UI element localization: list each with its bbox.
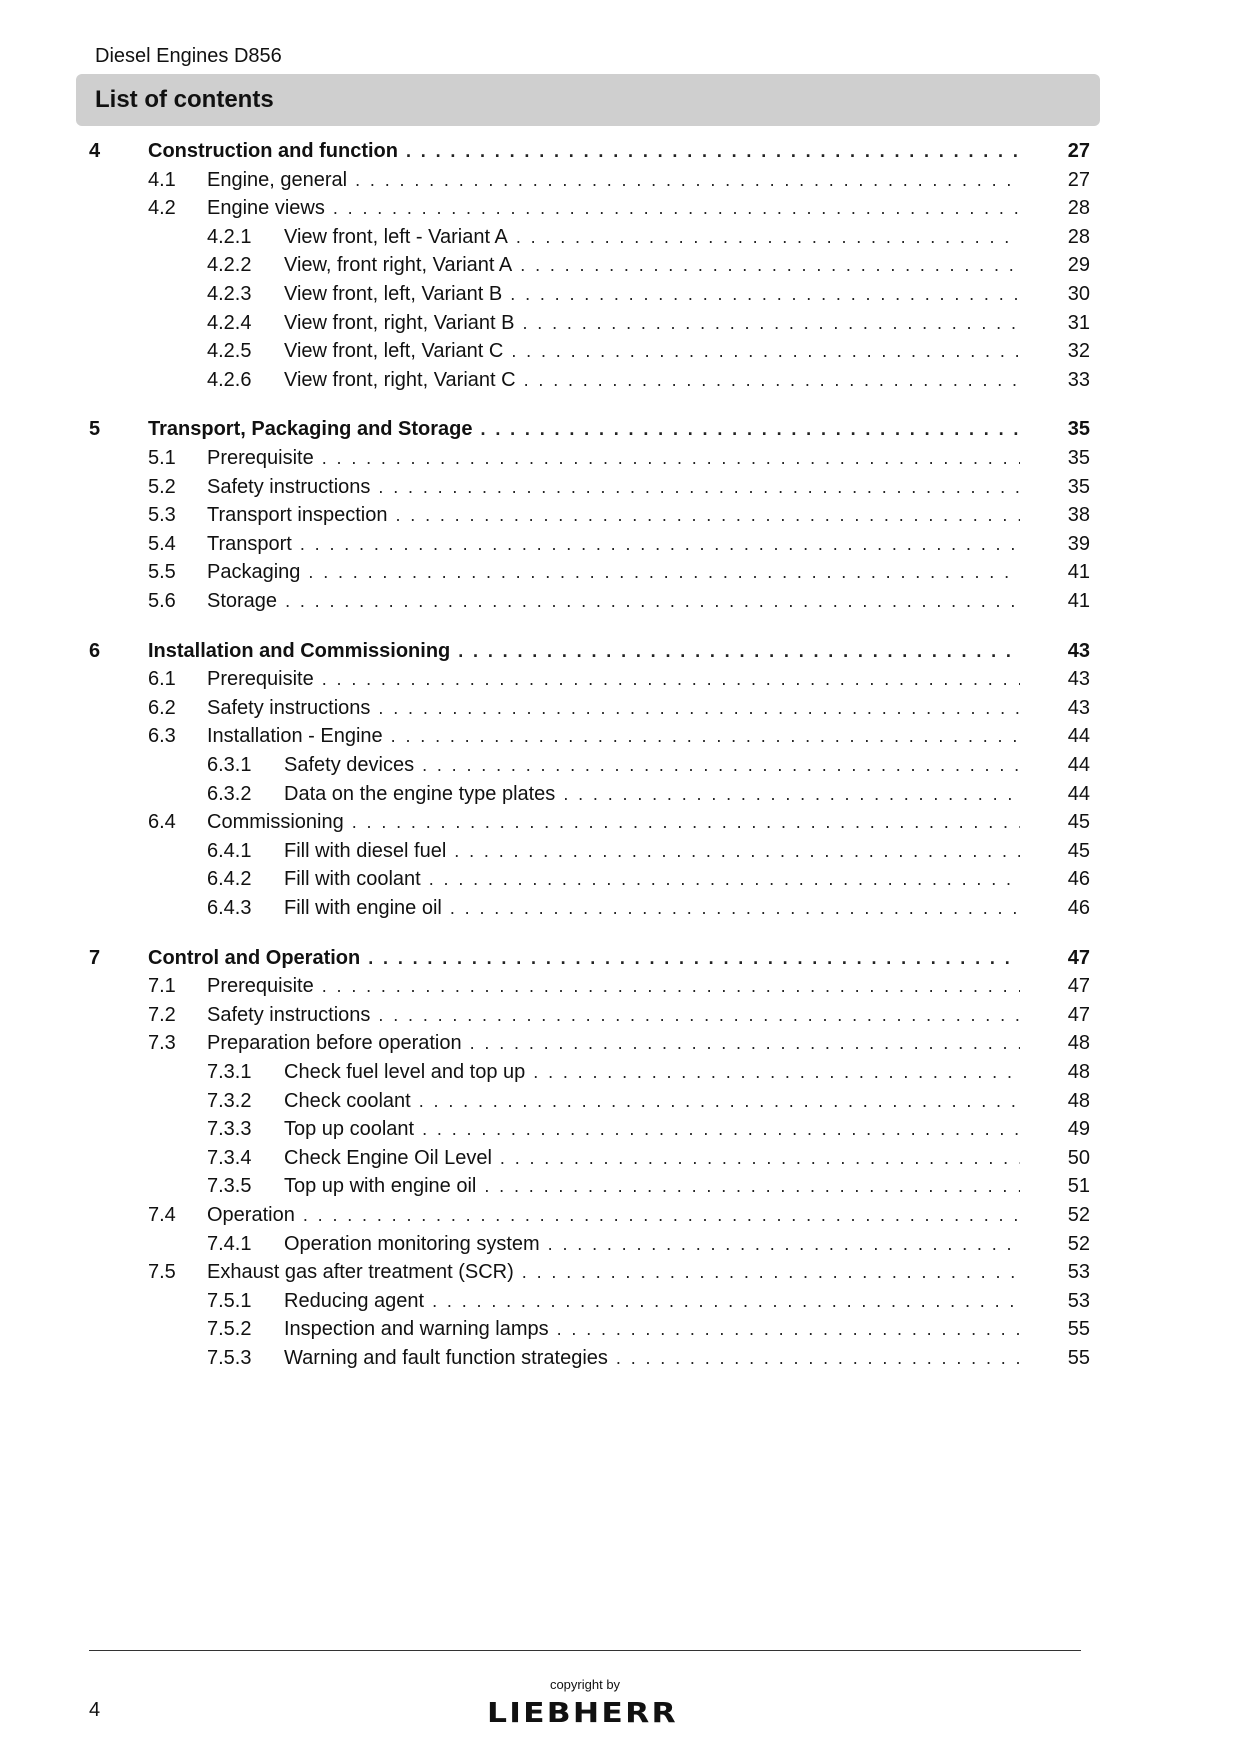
toc-entry[interactable] <box>0 1315 1241 1343</box>
toc-entry[interactable] <box>0 1344 1241 1372</box>
toc-entry-title: Preparation before operation <box>207 1032 462 1054</box>
toc-entry-page: 27 <box>1067 169 1090 191</box>
toc-entry-title: Inspection and warning lamps <box>284 1318 549 1340</box>
toc-entry-number: 5.5 <box>148 561 176 583</box>
toc-entry-title: Warning and fault function strategies <box>284 1347 608 1369</box>
toc-entry-title: Engine views <box>207 197 325 219</box>
dot-leader <box>395 501 1020 529</box>
toc-entry[interactable] <box>0 780 1241 808</box>
toc-entry-page: 31 <box>1067 312 1090 334</box>
toc-entry-page: 35 <box>1067 447 1090 469</box>
toc-entry[interactable] <box>0 1230 1241 1258</box>
toc-entry-number: 4.2.6 <box>207 369 252 391</box>
dot-leader <box>484 1172 1020 1200</box>
toc-entry-title: View, front right, Variant A <box>284 254 513 276</box>
toc-entry-number: 7.3.5 <box>207 1175 252 1197</box>
toc-entry[interactable] <box>0 865 1241 893</box>
dot-leader <box>510 280 1020 308</box>
toc-entry-number: 7.3.4 <box>207 1147 252 1169</box>
dot-leader <box>352 808 1020 836</box>
toc-entry-page: 52 <box>1067 1233 1090 1255</box>
toc-entry-title-line <box>207 587 1020 615</box>
toc-entry[interactable] <box>0 530 1241 558</box>
toc-entry-page: 44 <box>1067 783 1090 805</box>
toc-entry-number: 6.4.2 <box>207 868 252 890</box>
toc-entry-title-line <box>284 1230 1020 1258</box>
toc-entry-number: 7.5.2 <box>207 1318 252 1340</box>
toc-entry[interactable] <box>0 194 1241 222</box>
dot-leader <box>303 1201 1020 1229</box>
toc-entry-page: 47 <box>1067 975 1090 997</box>
dot-leader <box>458 637 1020 665</box>
dot-leader <box>422 751 1020 779</box>
dot-leader <box>500 1144 1020 1172</box>
toc-entry-title-line <box>207 1001 1020 1029</box>
toc-entry-title-line <box>207 1029 1020 1057</box>
dot-leader <box>548 1230 1020 1258</box>
toc-entry-title-line <box>207 694 1020 722</box>
toc-entry-number: 7.1 <box>148 975 176 997</box>
dot-leader <box>616 1344 1020 1372</box>
toc-entry-title: Safety instructions <box>207 697 371 719</box>
toc-entry[interactable] <box>0 337 1241 365</box>
toc-entry-page: 48 <box>1067 1032 1090 1054</box>
toc-entry-page: 45 <box>1067 840 1090 862</box>
toc-entry[interactable] <box>0 1172 1241 1200</box>
dot-leader <box>516 223 1020 251</box>
dot-leader <box>422 1115 1020 1143</box>
toc-entry[interactable] <box>0 280 1241 308</box>
copyright-text: copyright by <box>549 1677 621 1692</box>
toc-entry[interactable] <box>0 1258 1241 1286</box>
toc-entry-page: 43 <box>1067 640 1090 662</box>
toc-entry-page: 27 <box>1067 140 1090 162</box>
toc-entry-title-line <box>207 972 1020 1000</box>
dot-leader <box>322 972 1020 1000</box>
toc-entry-page: 45 <box>1067 811 1090 833</box>
toc-entry[interactable] <box>0 894 1241 922</box>
toc-entry[interactable] <box>0 808 1241 836</box>
toc-entry-title: Safety instructions <box>207 476 371 498</box>
toc-entry-page: 43 <box>1067 697 1090 719</box>
toc-entry-number: 5 <box>89 418 101 440</box>
dot-leader <box>470 1029 1020 1057</box>
toc-entry-page: 28 <box>1067 197 1090 219</box>
toc-entry-title-line <box>284 223 1020 251</box>
toc-entry-title-line <box>284 1144 1020 1172</box>
toc-entry-title: Top up with engine oil <box>284 1175 477 1197</box>
toc-entry-page: 35 <box>1067 418 1090 440</box>
toc-entry-number: 7.4.1 <box>207 1233 252 1255</box>
toc-entry-title: Safety devices <box>284 754 415 776</box>
toc-entry-title: Safety instructions <box>207 1004 371 1026</box>
dot-leader <box>322 444 1020 472</box>
toc-entry[interactable] <box>0 587 1241 615</box>
toc-entry-title: Prerequisite <box>207 447 314 469</box>
toc-entry-page: 55 <box>1067 1318 1090 1340</box>
toc-entry-page: 41 <box>1067 561 1090 583</box>
toc-entry-title-line <box>148 415 1020 443</box>
toc-entry[interactable] <box>0 1115 1241 1143</box>
toc-entry-title: Operation <box>207 1204 295 1226</box>
page-number: 4 <box>89 1699 101 1721</box>
toc-entry-title: Engine, general <box>207 169 348 191</box>
toc-entry-title-line <box>284 1172 1020 1200</box>
toc-entry[interactable] <box>0 665 1241 693</box>
toc-entry-title-line <box>207 722 1020 750</box>
toc-entry-title-line <box>284 1287 1020 1315</box>
toc-entry-number: 7.3.2 <box>207 1090 252 1112</box>
toc-entry-number: 7.3 <box>148 1032 176 1054</box>
toc-entry-title: Installation - Engine <box>207 725 383 747</box>
toc-entry-title: View front, right, Variant C <box>284 369 516 391</box>
dot-leader <box>368 944 1020 972</box>
toc-entry-number: 4.2.5 <box>207 340 252 362</box>
toc-entry[interactable] <box>0 166 1241 194</box>
document-title: Diesel Engines D856 <box>95 45 282 67</box>
toc-entry-title-line <box>207 473 1020 501</box>
toc-entry-page: 53 <box>1067 1290 1090 1312</box>
toc-entry-title: Fill with coolant <box>284 868 421 890</box>
toc-entry-title: Commissioning <box>207 811 344 833</box>
dot-leader <box>520 251 1020 279</box>
dot-leader <box>322 665 1020 693</box>
toc-entry-page: 50 <box>1067 1147 1090 1169</box>
dot-leader <box>481 415 1020 443</box>
toc-entry-page: 52 <box>1067 1204 1090 1226</box>
toc-entry[interactable] <box>0 1029 1241 1057</box>
toc-entry[interactable] <box>0 1058 1241 1086</box>
toc-entry-title: Top up coolant <box>284 1118 415 1140</box>
toc-entry-title-line <box>207 194 1020 222</box>
toc-entry-title-line <box>284 837 1020 865</box>
toc-entry-page: 44 <box>1067 754 1090 776</box>
toc-entry-title: Transport inspection <box>207 504 388 526</box>
dot-leader <box>511 337 1020 365</box>
section-header-title: List of contents <box>95 86 274 113</box>
toc-entry[interactable] <box>0 637 1241 665</box>
toc-entry[interactable] <box>0 501 1241 529</box>
toc-entry-title-line <box>284 780 1020 808</box>
toc-entry-page: 46 <box>1067 868 1090 890</box>
toc-entry-title: View front, left, Variant B <box>284 283 503 305</box>
toc-entry-title-line <box>207 444 1020 472</box>
toc-entry-page: 30 <box>1067 283 1090 305</box>
toc-entry-number: 6.1 <box>148 668 176 690</box>
toc-entry-number: 4.2.3 <box>207 283 252 305</box>
toc-entry-title: Transport, Packaging and Storage <box>148 418 473 440</box>
brand-logo: LIEBHERR <box>487 1696 678 1729</box>
toc-entry[interactable] <box>0 1201 1241 1229</box>
toc-entry-title-line <box>207 501 1020 529</box>
toc-entry-title-line <box>148 944 1020 972</box>
toc-entry-title: Exhaust gas after treatment (SCR) <box>207 1261 514 1283</box>
footer-divider <box>89 1650 1081 1651</box>
toc-entry-page: 29 <box>1067 254 1090 276</box>
toc-entry-page: 28 <box>1067 226 1090 248</box>
toc-entry[interactable] <box>0 1001 1241 1029</box>
toc-entry-title: Packaging <box>207 561 301 583</box>
toc-entry[interactable] <box>0 694 1241 722</box>
toc-entry[interactable] <box>0 137 1241 165</box>
toc-entry-title-line <box>284 251 1020 279</box>
toc-entry-title: Operation monitoring system <box>284 1233 540 1255</box>
dot-leader <box>522 309 1020 337</box>
toc-entry[interactable] <box>0 558 1241 586</box>
toc-entry-number: 4.2.4 <box>207 312 252 334</box>
toc-entry-number: 4.2.1 <box>207 226 252 248</box>
toc-entry-page: 44 <box>1067 725 1090 747</box>
toc-entry-page: 32 <box>1067 340 1090 362</box>
toc-entry-title: Reducing agent <box>284 1290 425 1312</box>
toc-entry[interactable] <box>0 309 1241 337</box>
toc-entry-number: 5.1 <box>148 447 176 469</box>
toc-entry-title: Check fuel level and top up <box>284 1061 526 1083</box>
dot-leader <box>355 166 1020 194</box>
toc-entry[interactable] <box>0 837 1241 865</box>
toc-entry-title: Control and Operation <box>148 947 361 969</box>
toc-entry[interactable] <box>0 415 1241 443</box>
toc-entry-page: 47 <box>1067 1004 1090 1026</box>
toc-entry-number: 6.3.2 <box>207 783 252 805</box>
dot-leader <box>333 194 1020 222</box>
toc-entry-title-line <box>284 280 1020 308</box>
dot-leader <box>429 865 1020 893</box>
toc-entry-title-line <box>207 558 1020 586</box>
toc-entry-page: 43 <box>1067 668 1090 690</box>
toc-entry-title-line <box>284 1315 1020 1343</box>
dot-leader <box>450 894 1020 922</box>
toc-entry-page: 53 <box>1067 1261 1090 1283</box>
toc-entry-title: Check coolant <box>284 1090 411 1112</box>
toc-entry-number: 6.3 <box>148 725 176 747</box>
toc-entry-page: 38 <box>1067 504 1090 526</box>
toc-entry[interactable] <box>0 751 1241 779</box>
toc-entry-page: 51 <box>1067 1175 1090 1197</box>
dot-leader <box>563 780 1020 808</box>
toc-entry[interactable] <box>0 722 1241 750</box>
toc-entry-number: 7.5.3 <box>207 1347 252 1369</box>
toc-entry-number: 7.5 <box>148 1261 176 1283</box>
toc-entry-number: 4.1 <box>148 169 176 191</box>
toc-entry-page: 47 <box>1067 947 1090 969</box>
toc-entry-title: Installation and Commissioning <box>148 640 451 662</box>
dot-leader <box>391 722 1020 750</box>
toc-entry-page: 49 <box>1067 1118 1090 1140</box>
toc-entry-number: 6.4.1 <box>207 840 252 862</box>
toc-entry-title-line <box>284 1115 1020 1143</box>
toc-entry-number: 7.3.1 <box>207 1061 252 1083</box>
toc-entry-page: 48 <box>1067 1061 1090 1083</box>
dot-leader <box>432 1287 1020 1315</box>
toc-entry-title-line <box>284 894 1020 922</box>
toc-entry-title: Storage <box>207 590 278 612</box>
toc-entry-title-line <box>284 751 1020 779</box>
toc-entry-number: 4 <box>89 140 101 162</box>
toc-entry-title: Prerequisite <box>207 975 314 997</box>
toc-entry[interactable] <box>0 473 1241 501</box>
toc-entry-number: 6.3.1 <box>207 754 252 776</box>
toc-entry-number: 5.2 <box>148 476 176 498</box>
toc-entry-number: 4.2 <box>148 197 176 219</box>
toc-entry-number: 6.4.3 <box>207 897 252 919</box>
toc-entry-number: 7.4 <box>148 1204 176 1226</box>
dot-leader <box>522 1258 1020 1286</box>
toc-entry-number: 7.5.1 <box>207 1290 252 1312</box>
dot-leader <box>308 558 1020 586</box>
toc-entry[interactable] <box>0 366 1241 394</box>
toc-entry-title-line <box>284 865 1020 893</box>
dot-leader <box>557 1315 1020 1343</box>
toc-entry-number: 7.2 <box>148 1004 176 1026</box>
toc-entry-number: 6 <box>89 640 101 662</box>
toc-entry-page: 35 <box>1067 476 1090 498</box>
toc-entry-page: 41 <box>1067 590 1090 612</box>
dot-leader <box>300 530 1020 558</box>
toc-entry-title-line <box>284 337 1020 365</box>
toc-entry[interactable] <box>0 1287 1241 1315</box>
dot-leader <box>378 1001 1020 1029</box>
toc-entry-title-line <box>207 1258 1020 1286</box>
toc-entry[interactable] <box>0 1144 1241 1172</box>
toc-entry-title: Construction and function <box>148 140 398 162</box>
dot-leader <box>285 587 1020 615</box>
section-header-bar <box>76 74 1100 126</box>
dot-leader <box>533 1058 1020 1086</box>
toc-entry-title-line <box>207 530 1020 558</box>
toc-entry-page: 55 <box>1067 1347 1090 1369</box>
toc-entry-title: View front, left, Variant C <box>284 340 504 362</box>
dot-leader <box>524 366 1020 394</box>
toc-entry-title-line <box>284 1058 1020 1086</box>
toc-entry-title: Fill with diesel fuel <box>284 840 447 862</box>
toc-entry-page: 39 <box>1067 533 1090 555</box>
dot-leader <box>454 837 1020 865</box>
toc-entry-number: 4.2.2 <box>207 254 252 276</box>
toc-entry-title: Data on the engine type plates <box>284 783 556 805</box>
toc-entry[interactable] <box>0 223 1241 251</box>
toc-entry[interactable] <box>0 444 1241 472</box>
toc-entry-number: 7 <box>89 947 101 969</box>
toc-entry-title-line <box>207 808 1020 836</box>
toc-entry-title-line <box>284 1087 1020 1115</box>
dot-leader <box>378 694 1020 722</box>
toc-entry-title-line <box>148 137 1020 165</box>
toc-entry-number: 6.2 <box>148 697 176 719</box>
toc-entry-number: 5.3 <box>148 504 176 526</box>
toc-entry-title-line <box>284 1344 1020 1372</box>
toc-entry[interactable] <box>0 972 1241 1000</box>
dot-leader <box>419 1087 1020 1115</box>
toc-entry-number: 5.6 <box>148 590 176 612</box>
toc-entry-title-line <box>284 309 1020 337</box>
toc-entry-title-line <box>148 637 1020 665</box>
toc-entry-title-line <box>207 1201 1020 1229</box>
toc-entry[interactable] <box>0 944 1241 972</box>
toc-entry[interactable] <box>0 1087 1241 1115</box>
toc-entry-title: View front, right, Variant B <box>284 312 515 334</box>
toc-entry-number: 5.4 <box>148 533 176 555</box>
toc-entry-title: Fill with engine oil <box>284 897 442 919</box>
toc-entry-title: Transport <box>207 533 292 555</box>
toc-entry[interactable] <box>0 251 1241 279</box>
toc-entry-title: View front, left - Variant A <box>284 226 508 248</box>
toc-entry-title-line <box>284 366 1020 394</box>
toc-entry-number: 7.3.3 <box>207 1118 252 1140</box>
dot-leader <box>406 137 1020 165</box>
toc-entry-title-line <box>207 166 1020 194</box>
toc-entry-page: 48 <box>1067 1090 1090 1112</box>
dot-leader <box>378 473 1020 501</box>
toc-entry-title: Prerequisite <box>207 668 314 690</box>
toc-entry-page: 46 <box>1067 897 1090 919</box>
toc-entry-number: 6.4 <box>148 811 176 833</box>
toc-entry-title: Check Engine Oil Level <box>284 1147 492 1169</box>
toc-entry-page: 33 <box>1067 369 1090 391</box>
toc-entry-title-line <box>207 665 1020 693</box>
